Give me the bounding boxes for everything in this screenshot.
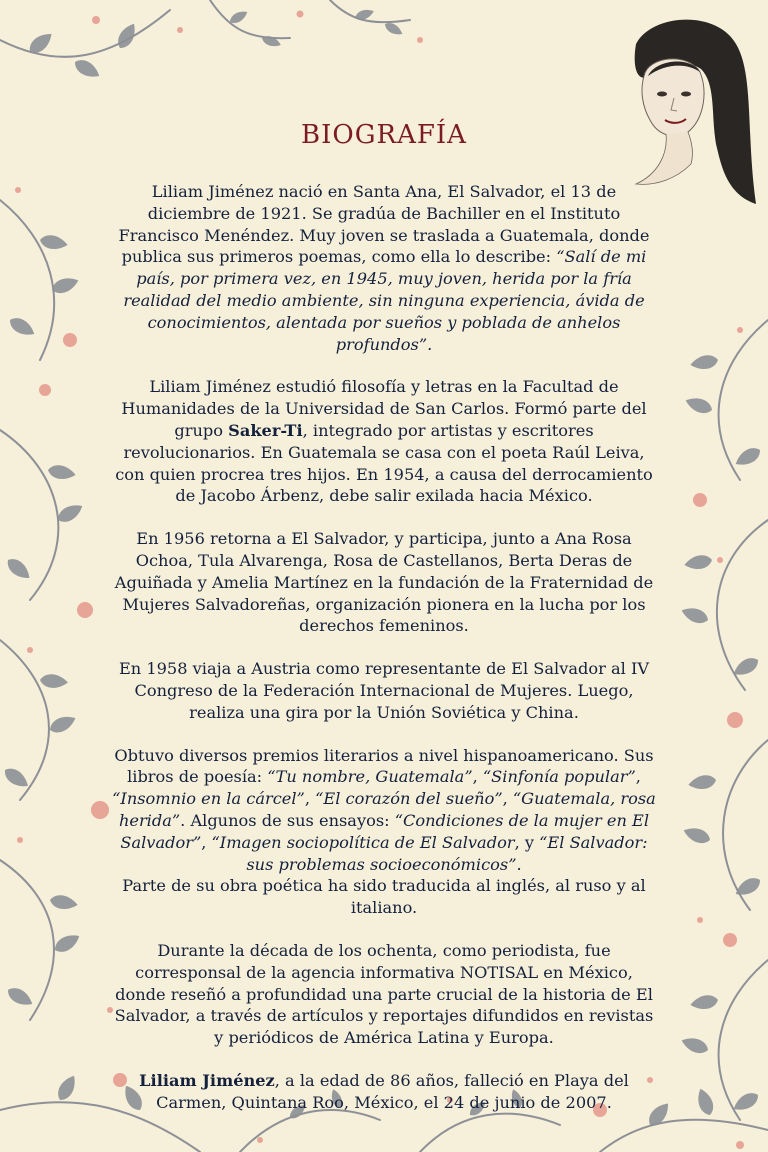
- book-title: “El corazón del sueño”: [315, 789, 503, 809]
- paragraph-austria: En 1958 viaja a Austria como representante de El Salvador al IV Congreso de la Federación Internacional de Mujeres. Luego, realiza una gira por la Unión Soviética y China.: [118, 659, 650, 722]
- essay-title: “El Salvador: sus problemas socioeconómicos”: [246, 832, 648, 874]
- biography-body: [112, 181, 656, 1134]
- book-title: “Insomnio en la cárcel”: [112, 789, 305, 809]
- translation-note: Parte de su obra poética ha sido traducida al inglés, al ruso y al italiano.: [122, 876, 646, 918]
- paragraph-education: Liliam Jiménez estudió filosofía y letras en la Facultad de Humanidades de la Universidad de San Carlos. Formó parte del grupo Saker-Ti, integrado por artistas y escritores revolucionarios. En Guatemala se casa con el poeta Raúl Leiva, con quien procrea tres hijos. En 1954, a causa del derrocamiento de Jacobo Árbenz, debe salir exilada hacia México.: [115, 377, 653, 506]
- essay-title: “Condiciones de la mujer en El Salvador”: [120, 810, 650, 852]
- paragraph-early-life: Liliam Jiménez nació en Santa Ana, El Salvador, el 13 de diciembre de 1921. Se gradúa de Bachiller en el Instituto Francisco Menéndez. Muy joven se traslada a Guatemala, donde publica sus primeros poemas, como ella lo describe: “Salí de mi país, por primera vez, en 1945, muy joven, herida por la fría realidad del medio ambiente, sin ninguna experiencia, ávida de conocimientos, alentada por sueños y poblada de anhelos profundos”.: [118, 182, 650, 354]
- paragraph-fraternity: En 1956 retorna a El Salvador, y participa, junto a Ana Rosa Ochoa, Tula Alvarenga, Rosa de Castellanos, Berta Deras de Aguiñada y Amelia Martínez en la fundación de la Fraternidad de Mujeres Salvadoreñas, organización pionera en la lucha por los derechos femeninos.: [114, 529, 654, 636]
- book-title: “Guatemala, rosa herida”: [118, 789, 656, 830]
- group-name: Saker-Ti: [228, 420, 303, 440]
- quote-text: “Salí de mi país, por primera vez, en 1945, muy joven, herida por la fría realidad del medio ambiente, sin ninguna experiencia, ávida de conocimientos, alentada por sueños y poblada de anhelos profundos”.: [123, 247, 647, 354]
- paragraph-death: Liliam Jiménez, a la edad de 86 años, falleció en Playa del Carmen, Quintana Roo, México, el 24 de junio de 2007.: [139, 1070, 629, 1112]
- page-title: BIOGRAFÍA: [301, 120, 467, 150]
- paragraph-works: Obtuvo diversos premios literarios a nivel hispanoamericano. Sus libros de poesía: “Tu nombre, Guatemala”, “Sinfonía popular”, “Insomnio en la cárcel”, “El corazón del sueño”, “Guatemala, rosa herida”. Algunos de sus ensayos: “Condiciones de la mujer en El Salvador”, “Imagen sociopolítica de El Salvador, y “El Salvador: sus problemas socioeconómicos”. Parte de su obra poética ha sido traducida al inglés, al ruso y al italiano.: [112, 745, 656, 918]
- book-title: “Tu nombre, Guatemala”: [267, 767, 473, 787]
- book-title: “Sinfonía popular”: [482, 767, 636, 787]
- paragraph-journalism: Durante la década de los ochenta, como periodista, fue corresponsal de la agencia informativa NOTISAL en México, donde reseñó a profundidad una parte crucial de la historia de El Salvador, a través de artículos y reportajes difundidos en revistas y periódicos de América Latina y Europa.: [114, 940, 654, 1048]
- person-name: Liliam Jiménez: [139, 1070, 275, 1090]
- essay-title: “Imagen sociopolítica de El Salvador: [211, 832, 515, 852]
